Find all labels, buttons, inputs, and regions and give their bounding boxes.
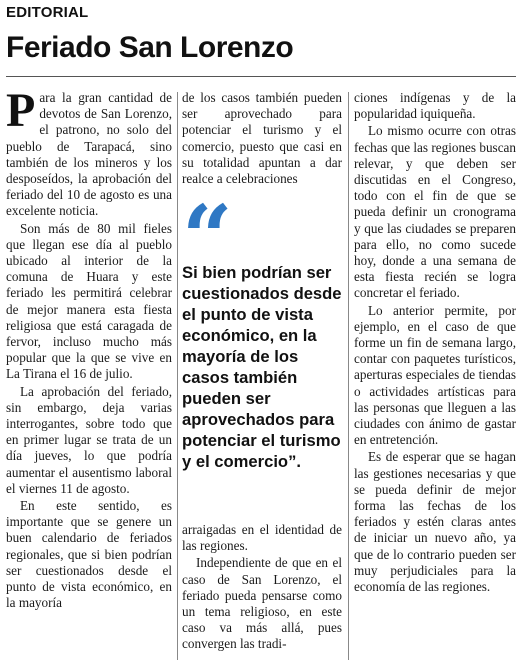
paragraph: Es de esperar que se hagan las gestiones necesarias y que se pueda definir de mejor forma las fechas de los feriados y estén claras antes de iniciar un nuevo año, ya que de lo contrario pueden ser muy perjudiciales para la economía de las regiones. — [354, 449, 516, 595]
paragraph: Lo mismo ocurre con otras fechas que las regiones buscan relevar, y que deben ser discutidas en el Congreso, todo con el fin de que se pueda definir un cronograma y que las ciudades se preparen para ello, no como sucede hoy, donde a una semana de esta fiesta recién se logra concretar el feriado. — [354, 123, 516, 301]
paragraph: arraigadas en el identidad de las regiones. — [182, 522, 342, 554]
article-column-2-continued — [182, 522, 342, 654]
paragraph: En este sentido, es importante que se genere un buen calendario de feriados regionales, que si bien podrían ser cuestionados desde el punto de vista económico, en la mayoría — [6, 498, 172, 611]
article-column-2 — [182, 90, 342, 188]
article-column-3 — [354, 90, 516, 596]
paragraph: de los casos también pueden ser aprovechado para potenciar el turismo y el comercio, puesto que casi en su totalidad apuntan a dar realce a celebraciones — [182, 90, 342, 187]
paragraph: Lo anterior permite, por ejemplo, en el caso de que forme un fin de semana largo, contar con paquetes turísticos, aperturas especiales de tiendas o actividades artísticas para las personas que lleguen a las ciudades con ánimo de gastar en entretención. — [354, 302, 516, 448]
paragraph: La aprobación del feriado, sin embargo, deja varias interrogantes, sobre todo que en primer lugar se trata de un día jueves, lo que podría aumentar el ausentismo laboral el viernes 11 de agosto. — [6, 383, 172, 496]
column-divider — [177, 92, 178, 660]
pull-quote-text: Si bien podrían ser cuestionados desde el punto de vista económico, en la mayoría de los casos también pueden ser aprovechados para potenciar el turismo y el comercio”. — [182, 263, 342, 471]
article-column-1 — [6, 84, 172, 613]
article-headline: Feriado San Lorenzo — [6, 31, 294, 64]
headline-rule — [6, 76, 516, 77]
section-label: EDITORIAL — [6, 4, 89, 21]
quote-mark-icon: “ — [182, 185, 227, 289]
paragraph: Independiente de que en el caso de San Lorenzo, el feriado pueda pensarse como un tema religioso, en este caso va más allá, pues convergen las tradi- — [182, 555, 342, 652]
pull-quote — [182, 185, 342, 472]
paragraph: Son más de 80 mil fieles que llegan ese día al pueblo ubicado al interior de la comuna de Huara y este feriado les permitirá celebrar de mejor manera esta fiesta religiosa que está caragada de fervor, incluso mucho más popular que la que se vive en La Tirana el 16 de julio. — [6, 220, 172, 382]
paragraph: ciones indígenas y de la popularidad iquiqueña. — [354, 90, 516, 122]
paragraph: Para la gran cantidad de devotos de San Lorenzo, el patrono, no solo del pueblo de Tarapacá, sino también de los mineros y los desposeídos, la aprobación del feriado del 10 de agosto es una excelente noticia. — [6, 84, 172, 219]
drop-cap: P — [6, 84, 36, 137]
column-divider — [348, 92, 349, 660]
